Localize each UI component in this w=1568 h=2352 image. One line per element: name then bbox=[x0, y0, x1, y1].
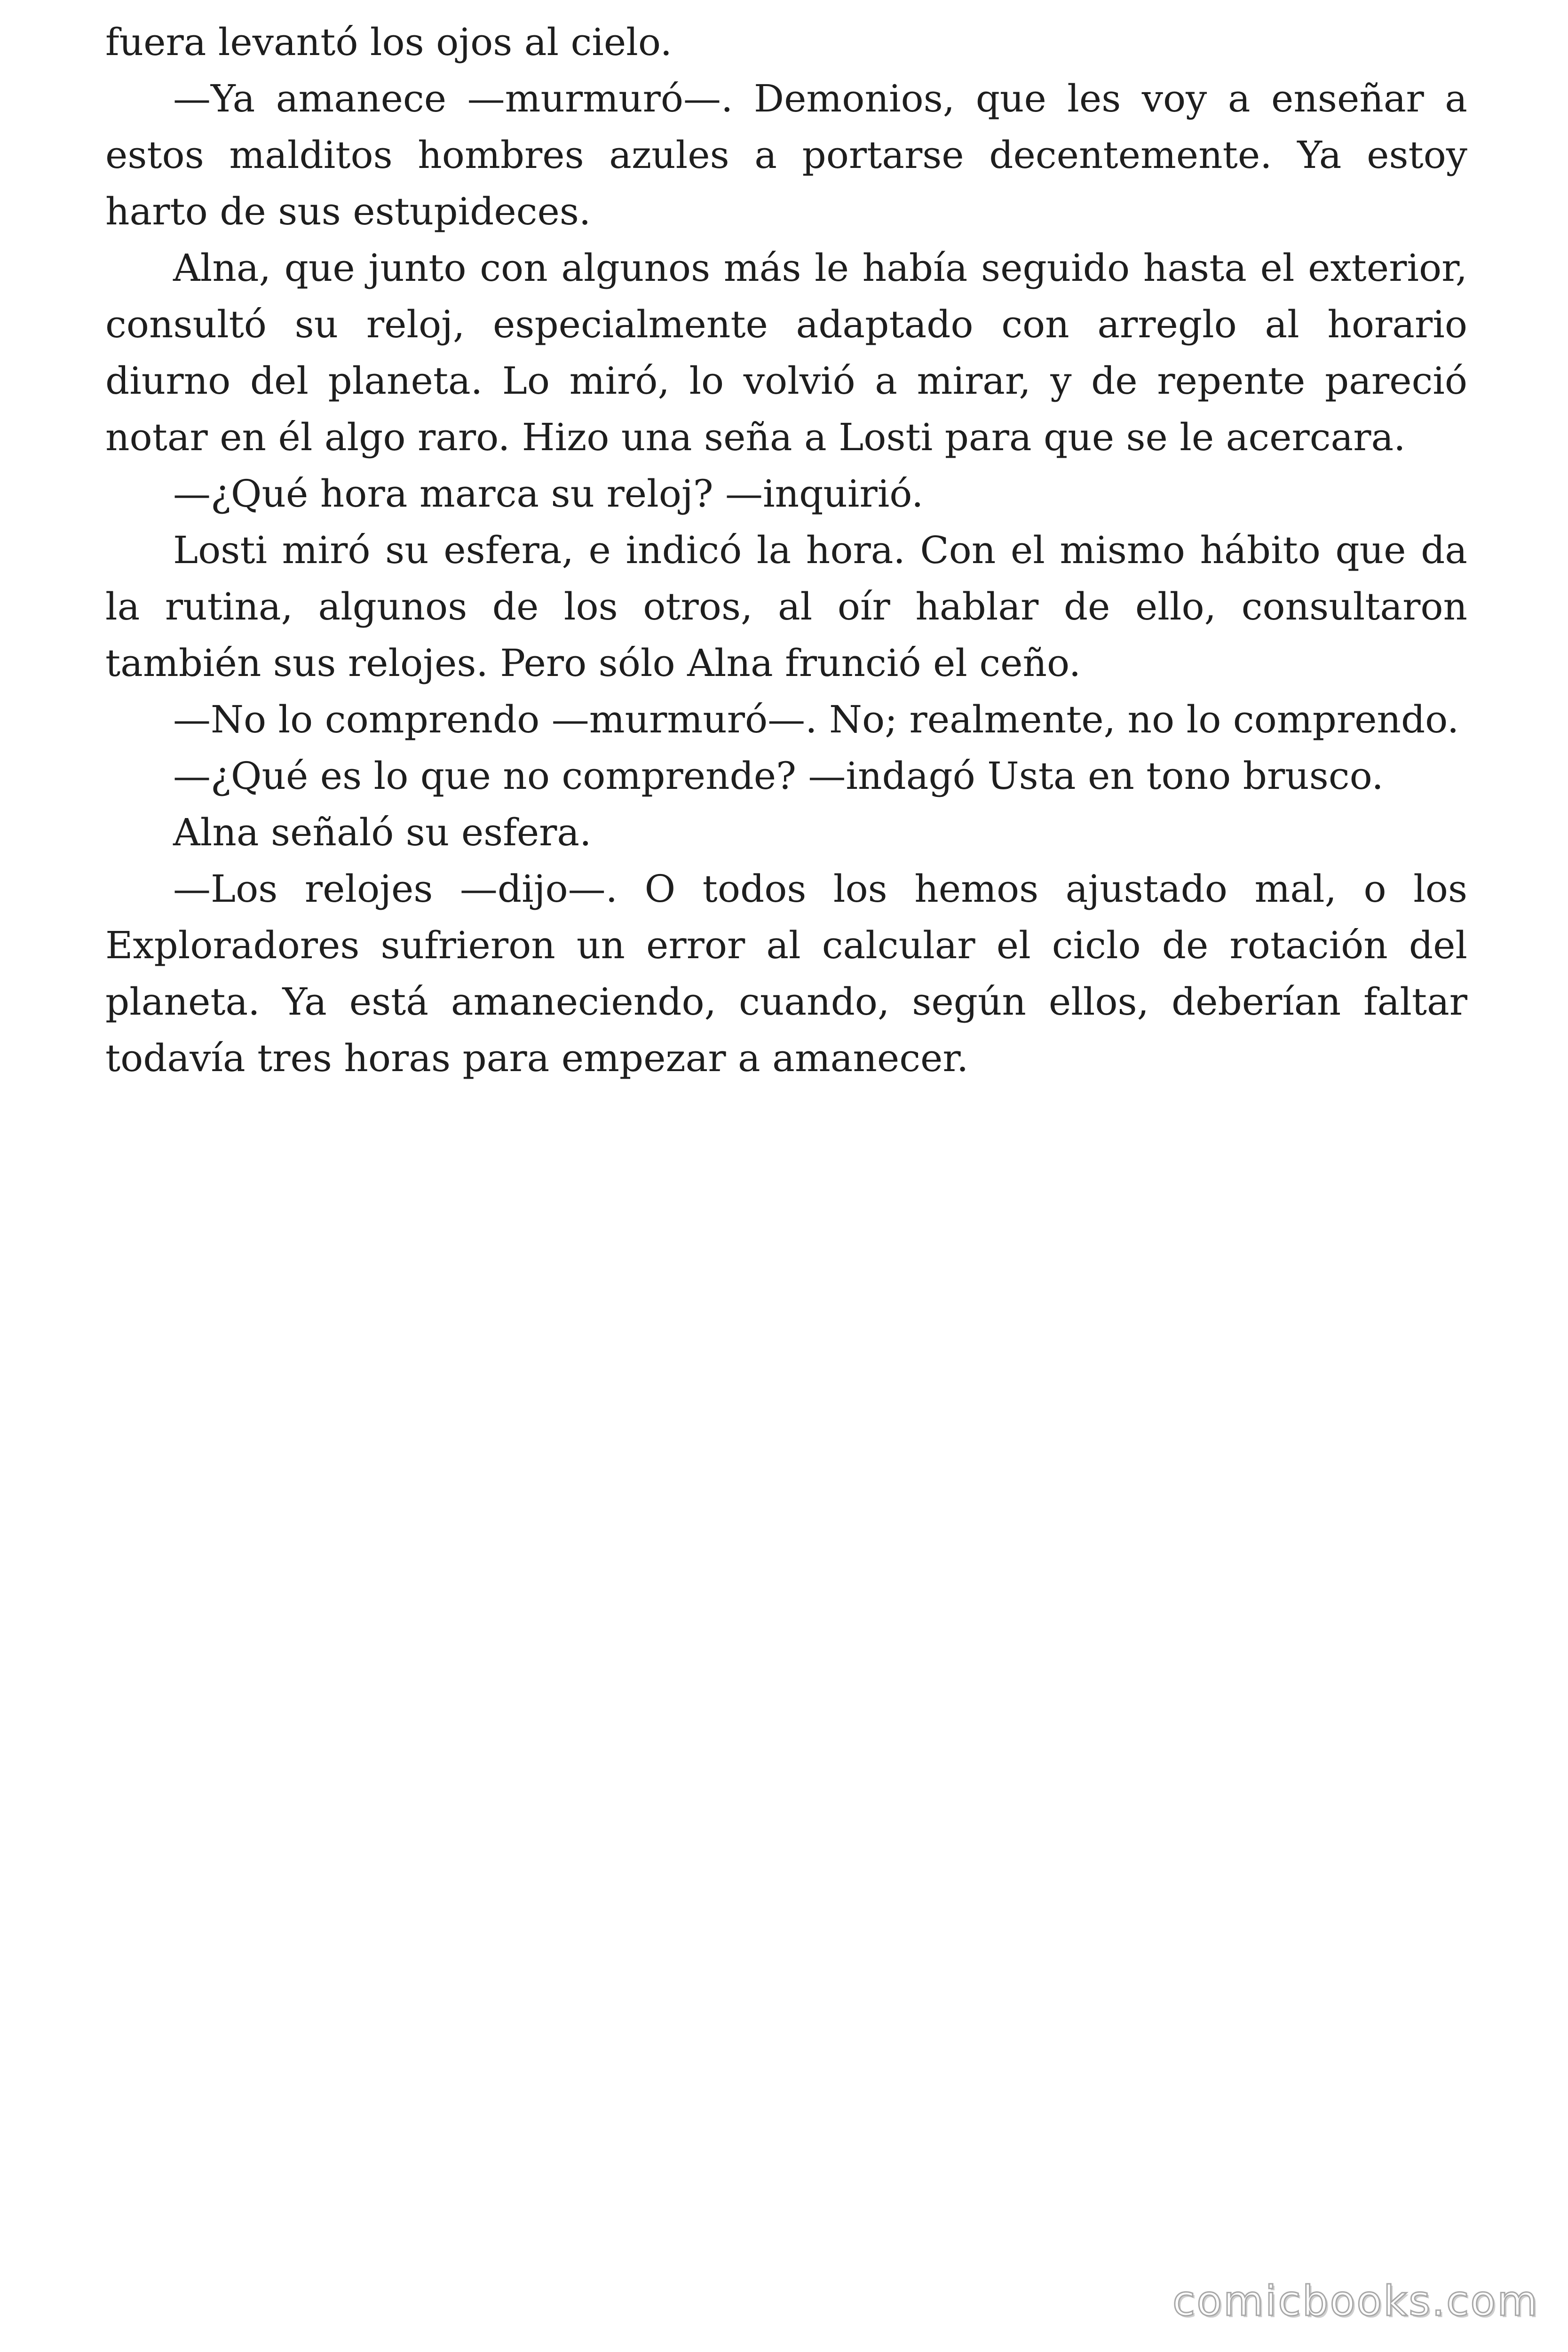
book-page bbox=[105, 14, 1467, 1087]
watermark-text: comicbooks.com bbox=[1172, 2277, 1539, 2325]
paragraph-4: —¿Qué hora marca su reloj? —inquirió. bbox=[173, 472, 924, 516]
paragraph-2: —Ya amanece —murmuró—. Demonios, que les voy a enseñar a estos malditos hombres azules a portarse decentemente. Ya estoy harto de sus estupideces. bbox=[105, 77, 1467, 233]
paragraph-7: —¿Qué es lo que no comprende? —indagó Usta en tono brusco. bbox=[173, 754, 1384, 798]
paragraph-8: Alna señaló su esfera. bbox=[173, 810, 592, 854]
paragraph-1: fuera levantó los ojos al cielo. bbox=[105, 20, 672, 64]
paragraph-5: Losti miró su esfera, e indicó la hora. Con el mismo hábito que da la rutina, algunos de los otros, al oír hablar de ello, consultaron también sus relojes. Pero sólo Alna frunció el ceño. bbox=[105, 528, 1467, 685]
paragraph-9: —Los relojes —dijo—. O todos los hemos ajustado mal, o los Exploradores sufrieron un error al calcular el ciclo de rotación del planeta. Ya está amaneciendo, cuando, según ellos, deberían faltar todavía tres horas para empezar a amanecer. bbox=[105, 867, 1467, 1080]
paragraph-6: —No lo comprendo —murmuró—. No; realmente, no lo comprendo. bbox=[173, 698, 1459, 741]
paragraph-3: Alna, que junto con algunos más le había seguido hasta el exterior, consultó su reloj, especialmente adaptado con arreglo al horario diurno del planeta. Lo miró, lo volvió a mirar, y de repente pareció notar en él algo raro. Hizo una seña a Losti para que se le acercara. bbox=[105, 246, 1467, 459]
